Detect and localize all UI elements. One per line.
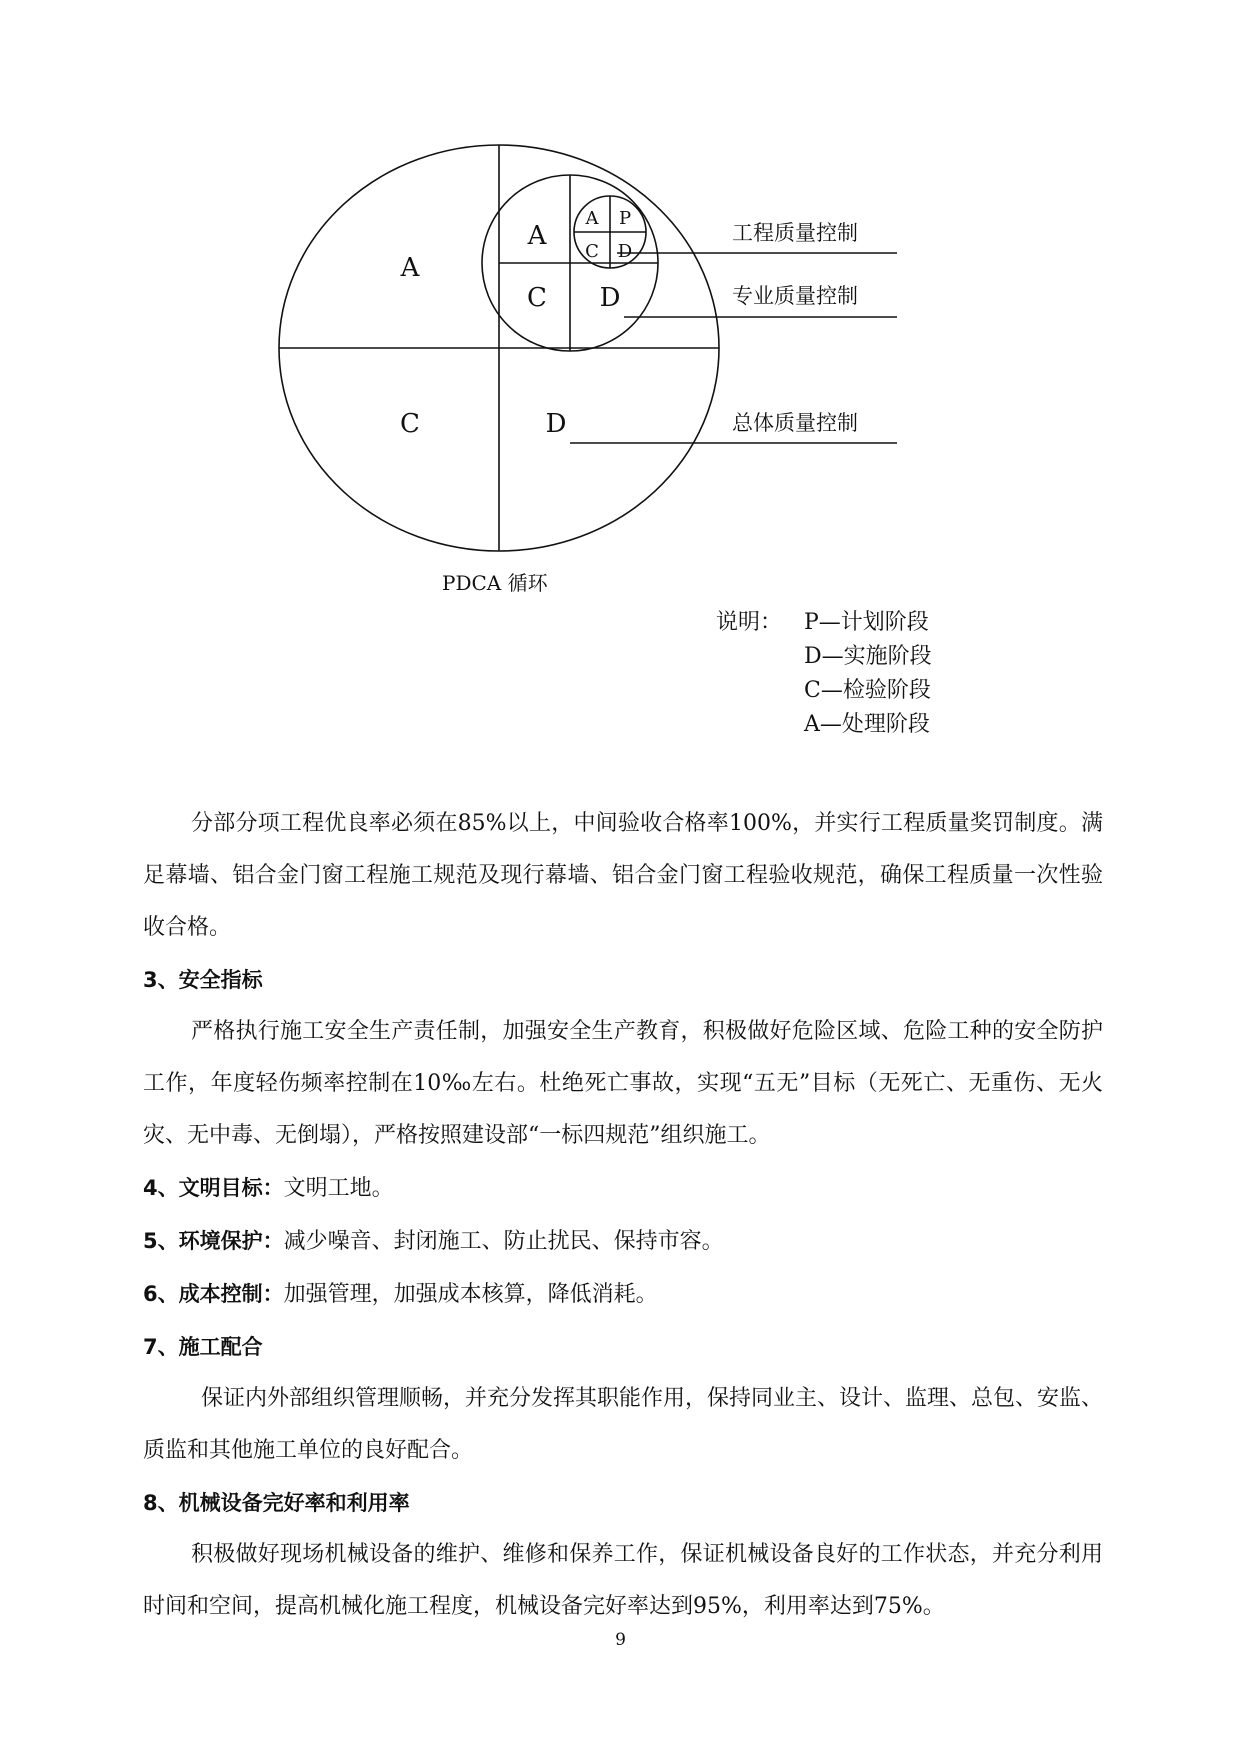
label-overall-quality: 总体质量控制	[732, 411, 858, 435]
legend-item: D—实施阶段	[804, 644, 932, 669]
inner-label-p: P	[618, 208, 632, 229]
outer-label-c: C	[400, 409, 420, 439]
legend-label: 说明：	[716, 610, 783, 635]
legend-items	[804, 606, 932, 742]
heading-environment	[143, 1215, 1103, 1268]
heading-equipment: 8、机械设备完好率和利用率	[143, 1491, 410, 1515]
cost-text: 加强管理，加强成本核算，降低消耗。	[283, 1282, 658, 1307]
legend-item: C—检验阶段	[804, 678, 931, 703]
civilization-text: 文明工地。	[283, 1176, 394, 1201]
heading-safety: 3、安全指标	[143, 968, 263, 992]
environment-text: 减少噪音、封闭施工、防止扰民、保持市容。	[283, 1229, 724, 1254]
legend-item: P—计划阶段	[804, 610, 929, 635]
paragraph-equipment: 积极做好现场机械设备的维护、维修和保养工作，保证机械设备良好的工作状态，并充分利用时间和空间，提高机械化施工程度，机械设备完好率达到95%，利用率达到75%。	[143, 1542, 1103, 1619]
pdca-diagram	[0, 0, 1241, 600]
heading-cost	[143, 1268, 1103, 1321]
heading-coordination: 7、施工配合	[143, 1335, 263, 1359]
heading-environment-label: 5、环境保护：	[143, 1229, 284, 1253]
outer-label-a: A	[400, 253, 420, 283]
heading-cost-label: 6、成本控制：	[143, 1282, 284, 1306]
middle-label-c: C	[527, 283, 547, 313]
middle-label-d: D	[599, 283, 621, 313]
label-engineering-quality: 工程质量控制	[732, 221, 858, 245]
outer-label-d: D	[545, 409, 567, 439]
label-professional-quality: 专业质量控制	[732, 284, 858, 308]
inner-label-a: A	[585, 208, 599, 229]
paragraph-coordination: 保证内外部组织管理顺畅，并充分发挥其职能作用，保持同业主、设计、监理、总包、安监、质监和其他施工单位的良好配合。	[143, 1386, 1104, 1463]
legend-item: A—处理阶段	[804, 712, 930, 737]
paragraph-quality: 分部分项工程优良率必须在85%以上，中间验收合格率100%，并实行工程质量奖罚制度。满足幕墙、铝合金门窗工程施工规范及现行幕墙、铝合金门窗工程验收规范，确保工程质量一次性验收合格。	[143, 811, 1103, 940]
middle-label-a: A	[527, 221, 547, 251]
heading-civilization	[143, 1162, 1103, 1215]
document-body	[143, 798, 1103, 1633]
page-number: 9	[615, 1630, 626, 1650]
inner-label-c: C	[585, 241, 599, 262]
inner-label-d: D	[617, 241, 633, 262]
paragraph-safety: 严格执行施工安全生产责任制，加强安全生产教育，积极做好危险区域、危险工种的安全防护工作，年度轻伤频率控制在10‰左右。杜绝死亡事故，实现“五无”目标（无死亡、无重伤、无火灾、无中毒、无倒塌），严格按照建设部“一标四规范”组织施工。	[143, 1019, 1103, 1148]
heading-civilization-label: 4、文明目标：	[143, 1176, 284, 1200]
diagram-caption: PDCA 循环	[442, 571, 548, 595]
